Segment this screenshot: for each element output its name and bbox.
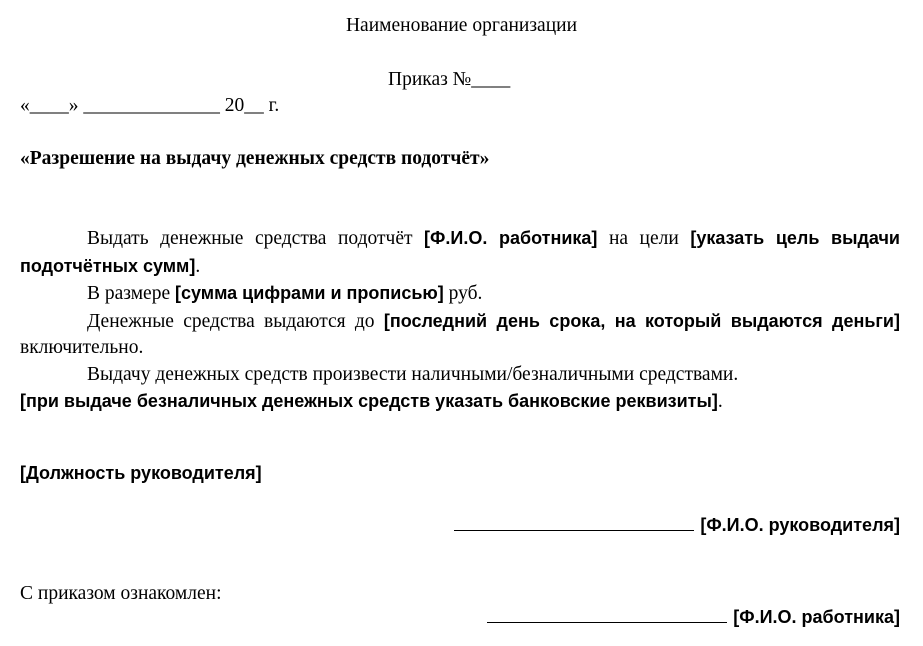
- employee-name: [Ф.И.О. работника]: [733, 607, 900, 627]
- text: В размере: [87, 283, 175, 304]
- text: руб.: [443, 283, 483, 304]
- organization-name: Наименование организации: [345, 15, 578, 36]
- order-number: Приказ №____: [388, 69, 511, 90]
- head-signature: [454, 516, 900, 535]
- paragraph-bank-details: [20, 388, 900, 416]
- paragraph-deadline: [20, 308, 900, 362]
- text: Выдачу денежных средств произвести наличными/безналичными средствами.: [87, 363, 739, 385]
- field-deadline: [последний день срока, на который выдаются деньги]: [383, 310, 900, 331]
- order-date: «____» ______________ 20__ г.: [20, 95, 280, 116]
- document-title: «Разрешение на выдачу денежных средств подотчёт»: [20, 148, 490, 169]
- head-position: [Должность руководителя]: [20, 463, 262, 483]
- field-bank-details: [при выдаче безналичных денежных средств указать банковские реквизиты]: [20, 391, 718, 411]
- paragraph-payment-method: [20, 362, 900, 389]
- order-body: [20, 225, 900, 416]
- text: на цели: [597, 228, 691, 249]
- text: включительно.: [20, 337, 144, 358]
- field-employee-name: [Ф.И.О. работника]: [424, 228, 598, 248]
- signature-line: [454, 530, 694, 531]
- paragraph-amount: [20, 280, 900, 308]
- employee-signature: [487, 608, 900, 627]
- acknowledged-label: С приказом ознакомлен:: [20, 583, 222, 604]
- text: .: [717, 391, 723, 412]
- field-amount: [сумма цифрами и прописью]: [175, 283, 444, 303]
- text: Выдать денежные средства подотчёт: [87, 228, 425, 249]
- paragraph-issue: [20, 225, 900, 280]
- text: Денежные средства выдаются до: [87, 310, 384, 332]
- text: .: [195, 255, 201, 277]
- field-purpose: [указать цель выдачи подотчётных сумм]: [20, 228, 900, 276]
- head-name: [Ф.И.О. руководителя]: [700, 515, 900, 535]
- signature-line: [487, 622, 727, 623]
